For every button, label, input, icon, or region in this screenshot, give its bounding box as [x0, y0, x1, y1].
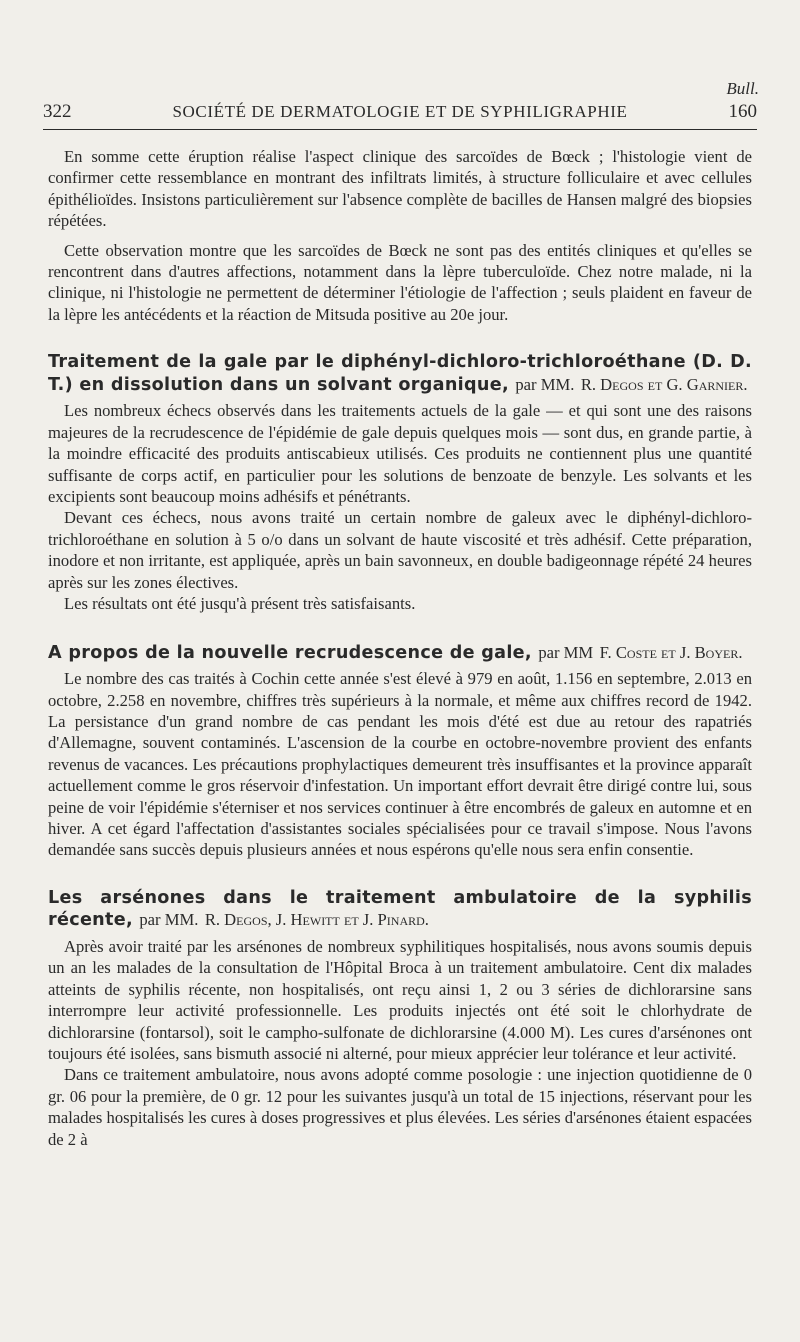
running-title: SOCIÉTÉ DE DERMATOLOGIE ET DE SYPHILIGRAPHIE: [172, 102, 628, 121]
article-authors: R. Degos et G. Garnier.: [580, 374, 748, 394]
article-byline-prefix: par MM.: [515, 374, 575, 394]
article-1-paragraph-2: Devant ces échecs, nous avons traité un certain nombre de galeux avec le diphényl-dichloro-trichloroéthane en solution à 5 o/o dans un solvant de haute viscosité et très adhésif. Cette préparation, inodore et non irritante, est appliquée, après un bain savonneux, en double badigeonnage répété 24 heures après sur les zones électives.: [48, 508, 752, 592]
article-1-paragraph-3: Les résultats ont été jusqu'à présent très satisfaisants.: [64, 594, 416, 614]
article-title-2: [48, 642, 752, 665]
running-header: [43, 101, 757, 123]
page-body: [48, 146, 752, 1150]
article-authors: F. Coste et J. Boyer.: [599, 642, 743, 662]
page-number: 322: [43, 101, 72, 122]
article-2-paragraph-1: Le nombre des cas traités à Cochin cette année s'est élevé à 979 en août, 1.156 en septembre, 2.013 en octobre, 2.258 en novembre, chiffres très supérieurs à la normale, et même aux chiffres record de 1942. La persistance d'un grand nombre de cas pendant les mois d'été est due au retour des rapatriés d'Allemagne, souvent contaminés. L'ascension de la courbe en octobre-novembre provient des enfants revenus de vacances. Les précautions prophylactiques demeurent très insuffisantes et la province apparaît actuellement comme le gros réservoir d'infestation. Un important effort devrait être dirigé contre lui, sous peine de voir l'épidémie s'éterniser et nos services continuer à être encombrés de galeux en automne et en hiver. A cet égard l'affectation d'assistantes sociales spécialisées pour ce travail s'impose. Nous l'avons demandée sans succès depuis plusieurs années et nous espérons qu'elle nous sera enfin consentie.: [48, 669, 752, 860]
issue-number: 160: [728, 101, 757, 122]
article-title-text: Traitement de la gale par le diphényl-dichloro-trichloroéthane (D. D. T.) en dissolution dans un solvant organique,: [48, 352, 752, 395]
intro-paragraph-1: En somme cette éruption réalise l'aspect clinique des sarcoïdes de Bœck ; l'histologie vient de confirmer cette ressemblance en montrant des infiltrats limités, à structure folliculaire et avec cellules épithélioïdes. Insistons particulièrement sur l'absence complète de bacilles de Hansen malgré des biopsies répétées.: [48, 147, 752, 231]
article-title-text: A propos de la nouvelle recrudescence de gale,: [48, 642, 532, 663]
article-byline-prefix: par MM: [538, 642, 594, 662]
intro-paragraph-2: Cette observation montre que les sarcoïdes de Bœck ne sont pas des entités cliniques et qu'elles se rencontrent dans d'autres affections, notamment dans la lèpre tuberculoïde. Chez notre malade, ni la clinique, ni l'histologie ne permettent de déterminer l'étiologie de l'affection ; seuls plaident en faveur de la lèpre les antécédents et la réaction de Mitsuda positive au 20e jour.: [48, 240, 752, 324]
header-rule: [43, 129, 757, 130]
article-3-paragraph-1: Après avoir traité par les arsénones de nombreux syphilitiques hospitalisés, nous avons soumis depuis un an les malades de la consultation de l'Hôpital Broca à un traitement ambulatoire. Cent dix malades atteints de syphilis récente, non hospitalisés, ont reçu ainsi 1, 2 ou 3 séries de dichlorarsine sans interrompre leur activité professionnelle. Les produits injectés ont été soit le chlorhydrate de dichlorarsine (fontarsol), soit le campho-sulfonate de dichlorarsine (4.000 M). Les cures d'arsénones ont toujours été isolées, sans bismuth associé ni alterné, pour mieux apprécier leur tolérance et leur activité.: [48, 936, 752, 1063]
journal-abbrev: Bull.: [726, 79, 759, 98]
article-1-paragraph-1: Les nombreux échecs observés dans les traitements actuels de la gale — et qui sont une des raisons majeures de la recrudescence de l'épidémie de gale depuis quelques mois — sont dus, en grande partie, à la moindre efficacité des produits antiscabieux utilisés. Ces produits ne contiennent plus une quantité suffisante de corps actif, en particulier pour les solutions de benzoate de benzyle. Les solvants et les excipients sont beaucoup moins adhésifs et pénétrants.: [48, 401, 752, 507]
article-title-text: Les arsénones dans le traitement ambulatoire de la syphilis récente,: [48, 887, 752, 931]
article-authors: R. Degos, J. Hewitt et J. Pinard.: [204, 910, 429, 930]
article-3-paragraph-2: Dans ce traitement ambulatoire, nous avons adopté comme posologie : une injection quotidienne de 0 gr. 06 pour la première, de 0 gr. 12 pour les suivantes jusqu'à un total de 15 injections, réservant pour les malades hospitalisés les cures à doses progressives et plus élevées. Les séries d'arsénones étaient espacées de 2 à: [48, 1065, 752, 1149]
article-byline-prefix: par MM.: [139, 910, 199, 930]
article-title-1: [48, 352, 752, 396]
article-title-3: [48, 888, 752, 932]
